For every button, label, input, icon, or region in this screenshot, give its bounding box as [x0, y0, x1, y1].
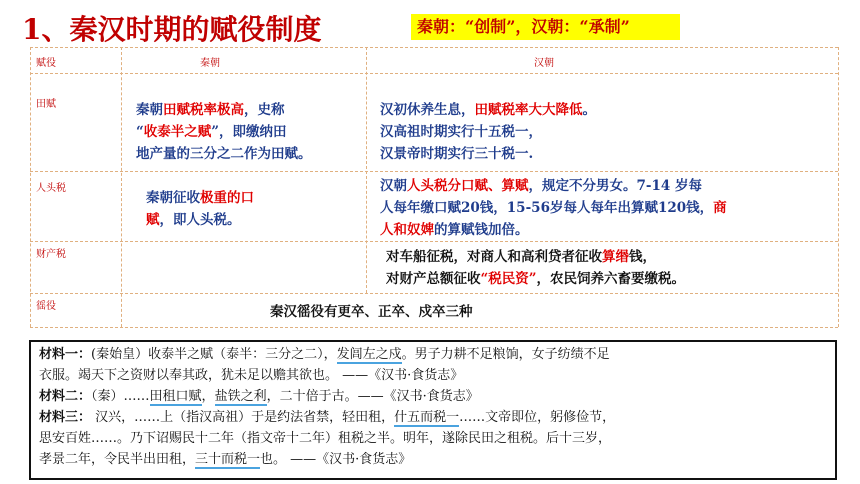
qin-land-tax-text: 秦朝田赋税率极高，史称 “收泰半之赋”，即缴纳田 地产量的三分之二作为田赋。	[136, 102, 312, 162]
header-han: 汉朝	[534, 58, 554, 69]
materials-box	[29, 340, 837, 480]
row-label-property-tax: 财产税	[36, 249, 66, 260]
corvee-text: 秦汉徭役有更卒、正卒、戍卒三种	[270, 304, 473, 320]
title-number: 1、	[22, 13, 70, 46]
summary-badge: 秦朝：“创制”，汉朝：“承制”	[411, 14, 680, 40]
row-label-poll-tax: 人头税	[36, 183, 66, 194]
row-label-land-tax: 田赋	[36, 99, 56, 110]
header-service: 赋役	[36, 58, 56, 69]
han-land-tax-text: 汉初休养生息，田赋税率大大降低。 汉高祖时期实行十五税一， 汉景帝时期实行三十税一.	[380, 102, 596, 162]
material-three-cont1: 思安百姓……。乃下诏赐民十二年（指文帝十二年）租税之半。明年，遂除民田之租税。后十三岁，	[39, 431, 612, 446]
han-poll-tax-text: 汉朝人头税分口赋、算赋，规定不分男女。7-14 岁每 人每年缴口赋20钱，15-56岁每人每年出算赋120钱，商 人和奴婢的算赋钱加倍。	[380, 178, 727, 238]
row-label-corvee: 徭役	[36, 301, 56, 312]
material-one: 材料一：(秦始皇）收泰半之赋（泰半：三分之二），发闾左之戍。男子力耕不足粮饷，女子纺绩不足	[39, 347, 610, 362]
material-two: 材料二：（秦）……田租口赋，盐铁之利，二十倍于古。——《汉书·食货志》	[39, 389, 479, 404]
qin-poll-tax-text: 秦朝征收极重的口 赋，即人头税。	[146, 190, 254, 228]
han-property-tax-text: 对车船征税，对商人和高利贷者征收算缗钱， 对财产总额征收“税民资”，农民饲养六畜要缴税。	[386, 249, 686, 287]
material-one-cont: 衣服。竭天下之资财以奉其政，犹未足以赡其欲也。 ——《汉书·食货志》	[39, 368, 464, 383]
header-qin: 秦朝	[200, 58, 220, 69]
material-three-cont2: 孝景二年，令民半出田租，三十而税一也。 ——《汉书·食货志》	[39, 452, 412, 467]
page-title	[22, 12, 322, 48]
tax-table	[30, 47, 838, 327]
material-three: 材料三： 汉兴，……上（指汉高祖）于是约法省禁，轻田租，什五而税一……文帝即位，躬修俭节，	[39, 410, 616, 425]
title-text: 秦汉时期的赋役制度	[69, 13, 322, 46]
